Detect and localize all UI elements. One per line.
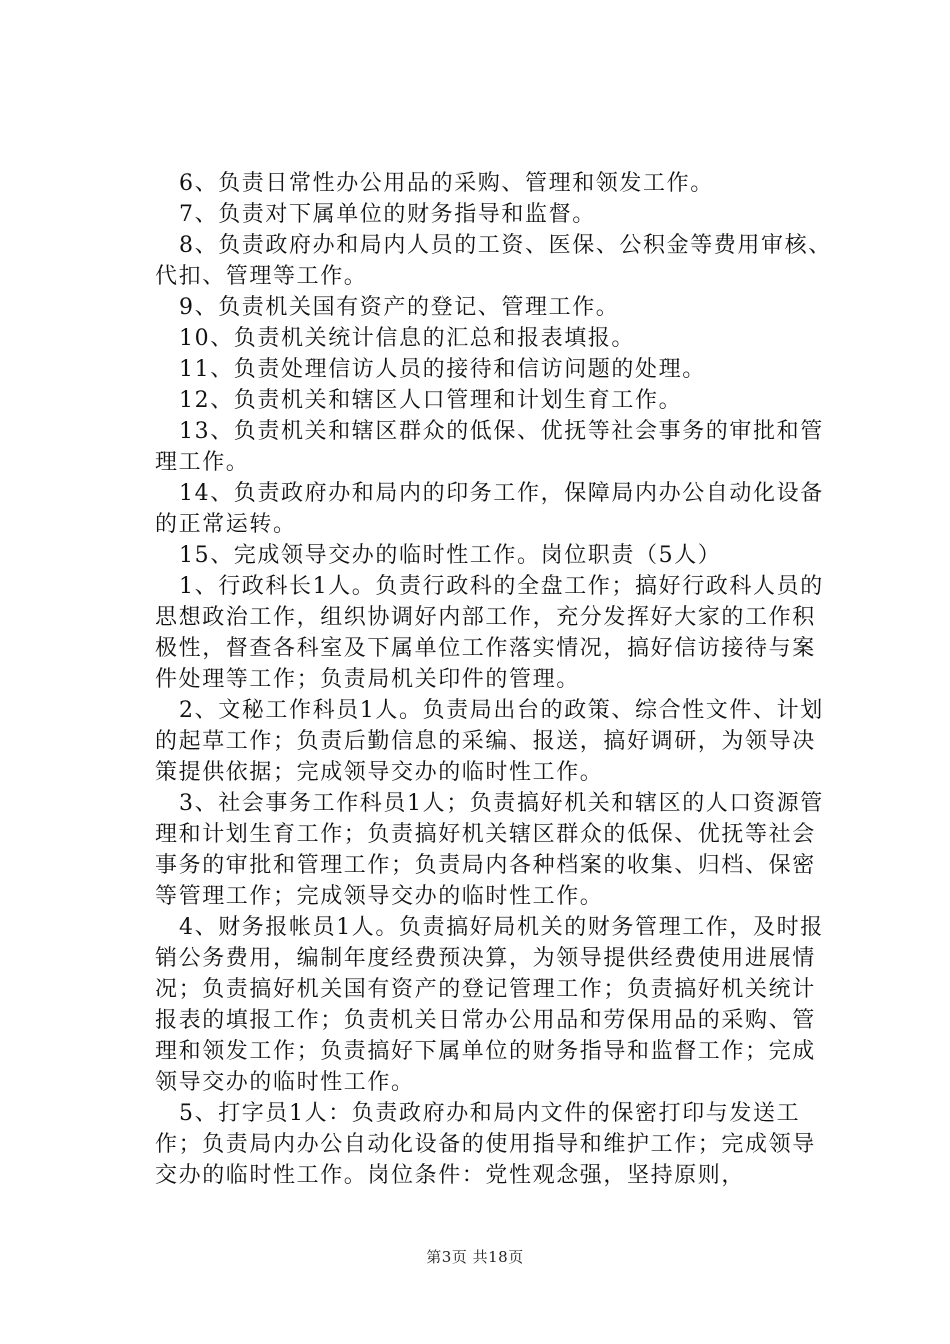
paragraph-item-15: 15、完成领导交办的临时性工作。岗位职责（5人） xyxy=(179,543,722,568)
paragraph-item-13: 13、负责机关和辖区群众的低保、优抚等社会事务的审批和管理工作。 xyxy=(155,419,824,475)
position-duty-4: 4、财务报帐员1人。负责搞好局机关的财务管理工作，及时报销公务费用，编制年度经费预决算，为领导提供经费使用进展情况；负责搞好机关国有资产的登记管理工作；负责搞好机关统计报表的填报工作；负责机关日常办公用品和劳保用品的采购、管理和领发工作；负责搞好下属单位的财务指导和监督工作；完成领导交办的临时性工作。 xyxy=(155,915,824,1095)
position-duty-5: 5、打字员1人：负责政府办和局内文件的保密打印与发送工作；负责局内办公自动化设备的使用指导和维护工作；完成领导交办的临时性工作。岗位条件：党性观念强，坚持原则， xyxy=(155,1101,816,1188)
paragraph-item-8: 8、负责政府办和局内人员的工资、医保、公积金等费用审核、代扣、管理等工作。 xyxy=(155,233,832,289)
paragraph-item-12: 12、负责机关和辖区人口管理和计划生育工作。 xyxy=(179,388,683,413)
page-number-footer: 第3页 共18页 xyxy=(426,1248,524,1266)
document-body xyxy=(155,168,833,1191)
paragraph-item-6: 6、负责日常性办公用品的采购、管理和领发工作。 xyxy=(179,171,714,196)
position-duty-2: 2、文秘工作科员1人。负责局出台的政策、综合性文件、计划的起草工作；负责后勤信息的采编、报送，搞好调研，为领导决策提供依据；完成领导交办的临时性工作。 xyxy=(155,698,824,785)
position-duty-1: 1、行政科长1人。负责行政科的全盘工作；搞好行政科人员的思想政治工作，组织协调好内部工作，充分发挥好大家的工作积极性，督查各科室及下属单位工作落实情况，搞好信访接待与案件处理等工作；负责局机关印件的管理。 xyxy=(155,574,824,692)
paragraph-item-14: 14、负责政府办和局内的印务工作，保障局内办公自动化设备的正常运转。 xyxy=(155,481,824,537)
position-duty-3: 3、社会事务工作科员1人；负责搞好机关和辖区的人口资源管理和计划生育工作；负责搞好机关辖区群众的低保、优抚等社会事务的审批和管理工作；负责局内各种档案的收集、归档、保密等管理工作；完成领导交办的临时性工作。 xyxy=(155,791,824,909)
paragraph-item-10: 10、负责机关统计信息的汇总和报表填报。 xyxy=(179,326,635,351)
paragraph-item-9: 9、负责机关国有资产的登记、管理工作。 xyxy=(179,295,620,320)
paragraph-item-7: 7、负责对下属单位的财务指导和监督。 xyxy=(179,202,596,227)
paragraph-item-11: 11、负责处理信访人员的接待和信访问题的处理。 xyxy=(179,357,706,382)
